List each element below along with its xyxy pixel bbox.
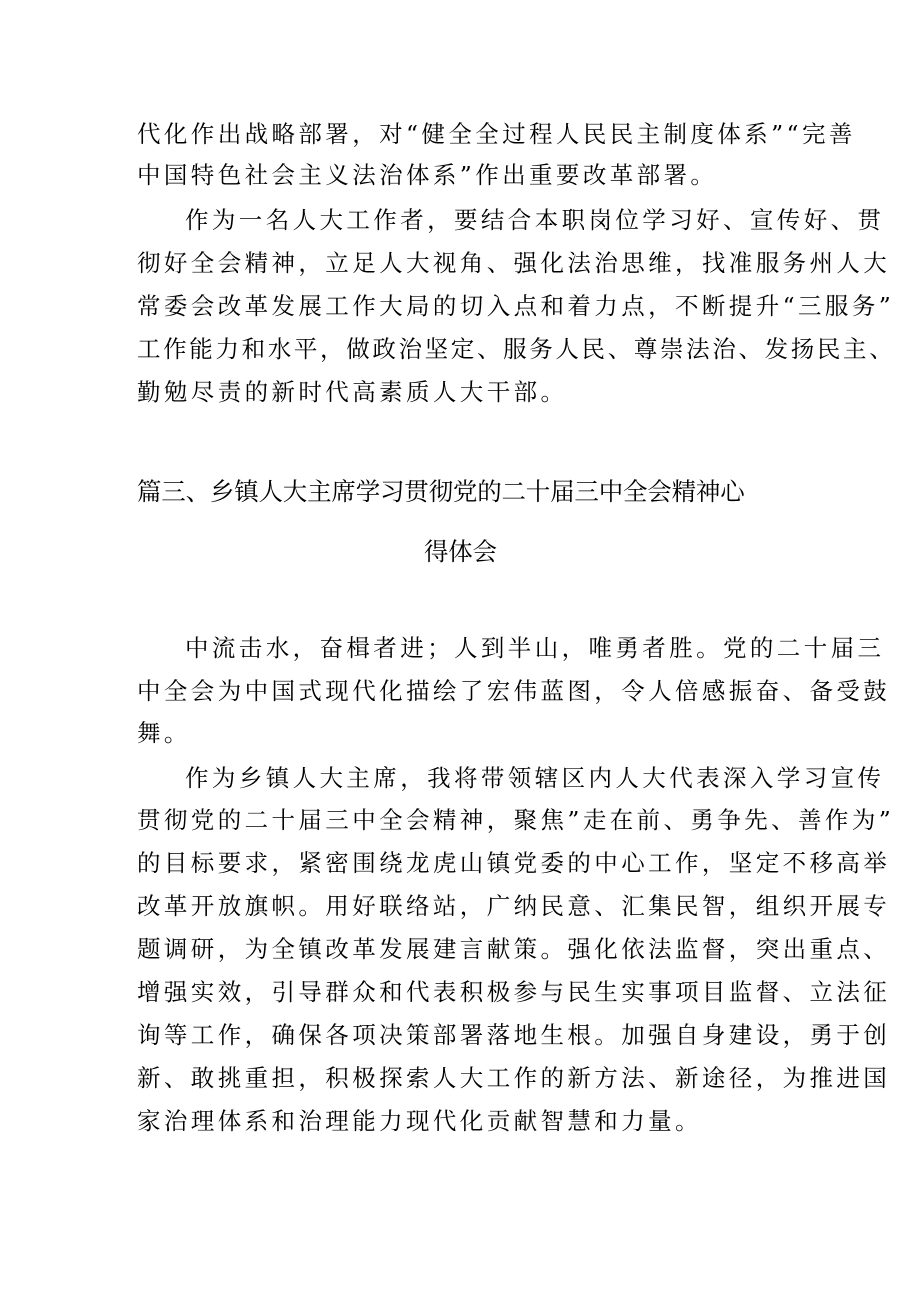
body-line: 作为乡镇人大主席，我将带领辖区内人大代表深入学习宣传 (185, 764, 885, 792)
section-heading-line2: 得体会 (424, 537, 497, 566)
body-line: 代化作出战略部署，对“健全全过程人民民主制度体系”“完善 (137, 120, 856, 148)
body-line: 作为一名人大工作者，要结合本职岗位学习好、宣传好、贯 (185, 206, 885, 234)
body-line: 询等工作，确保各项决策部署落地生根。加强自身建设，勇于创 (137, 1021, 891, 1049)
body-line: 改革开放旗帜。用好联络站，广纳民意、汇集民智，组织开展专 (137, 892, 891, 920)
body-line: 中流击水，奋楫者进；人到半山，唯勇者胜。党的二十届三 (185, 634, 885, 662)
body-line: 新、敢挑重担，积极探索人大工作的新方法、新途径，为推进国 (137, 1064, 891, 1092)
body-line: 家治理体系和治理能力现代化贡献智慧和力量。 (137, 1107, 702, 1135)
body-line: 贯彻党的二十届三中全会精神，聚焦”走在前、勇争先、善作为” (137, 806, 895, 834)
body-line: 彻好全会精神，立足人大视角、强化法治思维，找准服务州人大 (137, 249, 891, 277)
body-line: 的目标要求，紧密围绕龙虎山镇党委的中心工作，坚定不移高举 (137, 849, 891, 877)
body-line: 常委会改革发展工作大局的切入点和着力点，不断提升“三服务” (137, 292, 895, 320)
body-line: 勤勉尽责的新时代高素质人大干部。 (137, 378, 568, 406)
body-line: 题调研，为全镇改革发展建言献策。强化依法监督，突出重点、 (137, 935, 891, 963)
body-line: 中全会为中国式现代化描绘了宏伟蓝图，令人倍感振奋、备受鼓 (137, 677, 891, 705)
body-line: 增强实效，引导群众和代表积极参与民生实事项目监督、立法征 (137, 978, 891, 1006)
body-line: 工作能力和水平，做政治坚定、服务人民、尊崇法治、发扬民主、 (137, 335, 896, 363)
body-line: 中国特色社会主义法治体系”作出重要改革部署。 (137, 161, 718, 189)
section-heading-line1: 篇三、乡镇人大主席学习贯彻党的二十届三中全会精神心 (137, 477, 745, 506)
body-line: 舞。 (137, 719, 191, 747)
